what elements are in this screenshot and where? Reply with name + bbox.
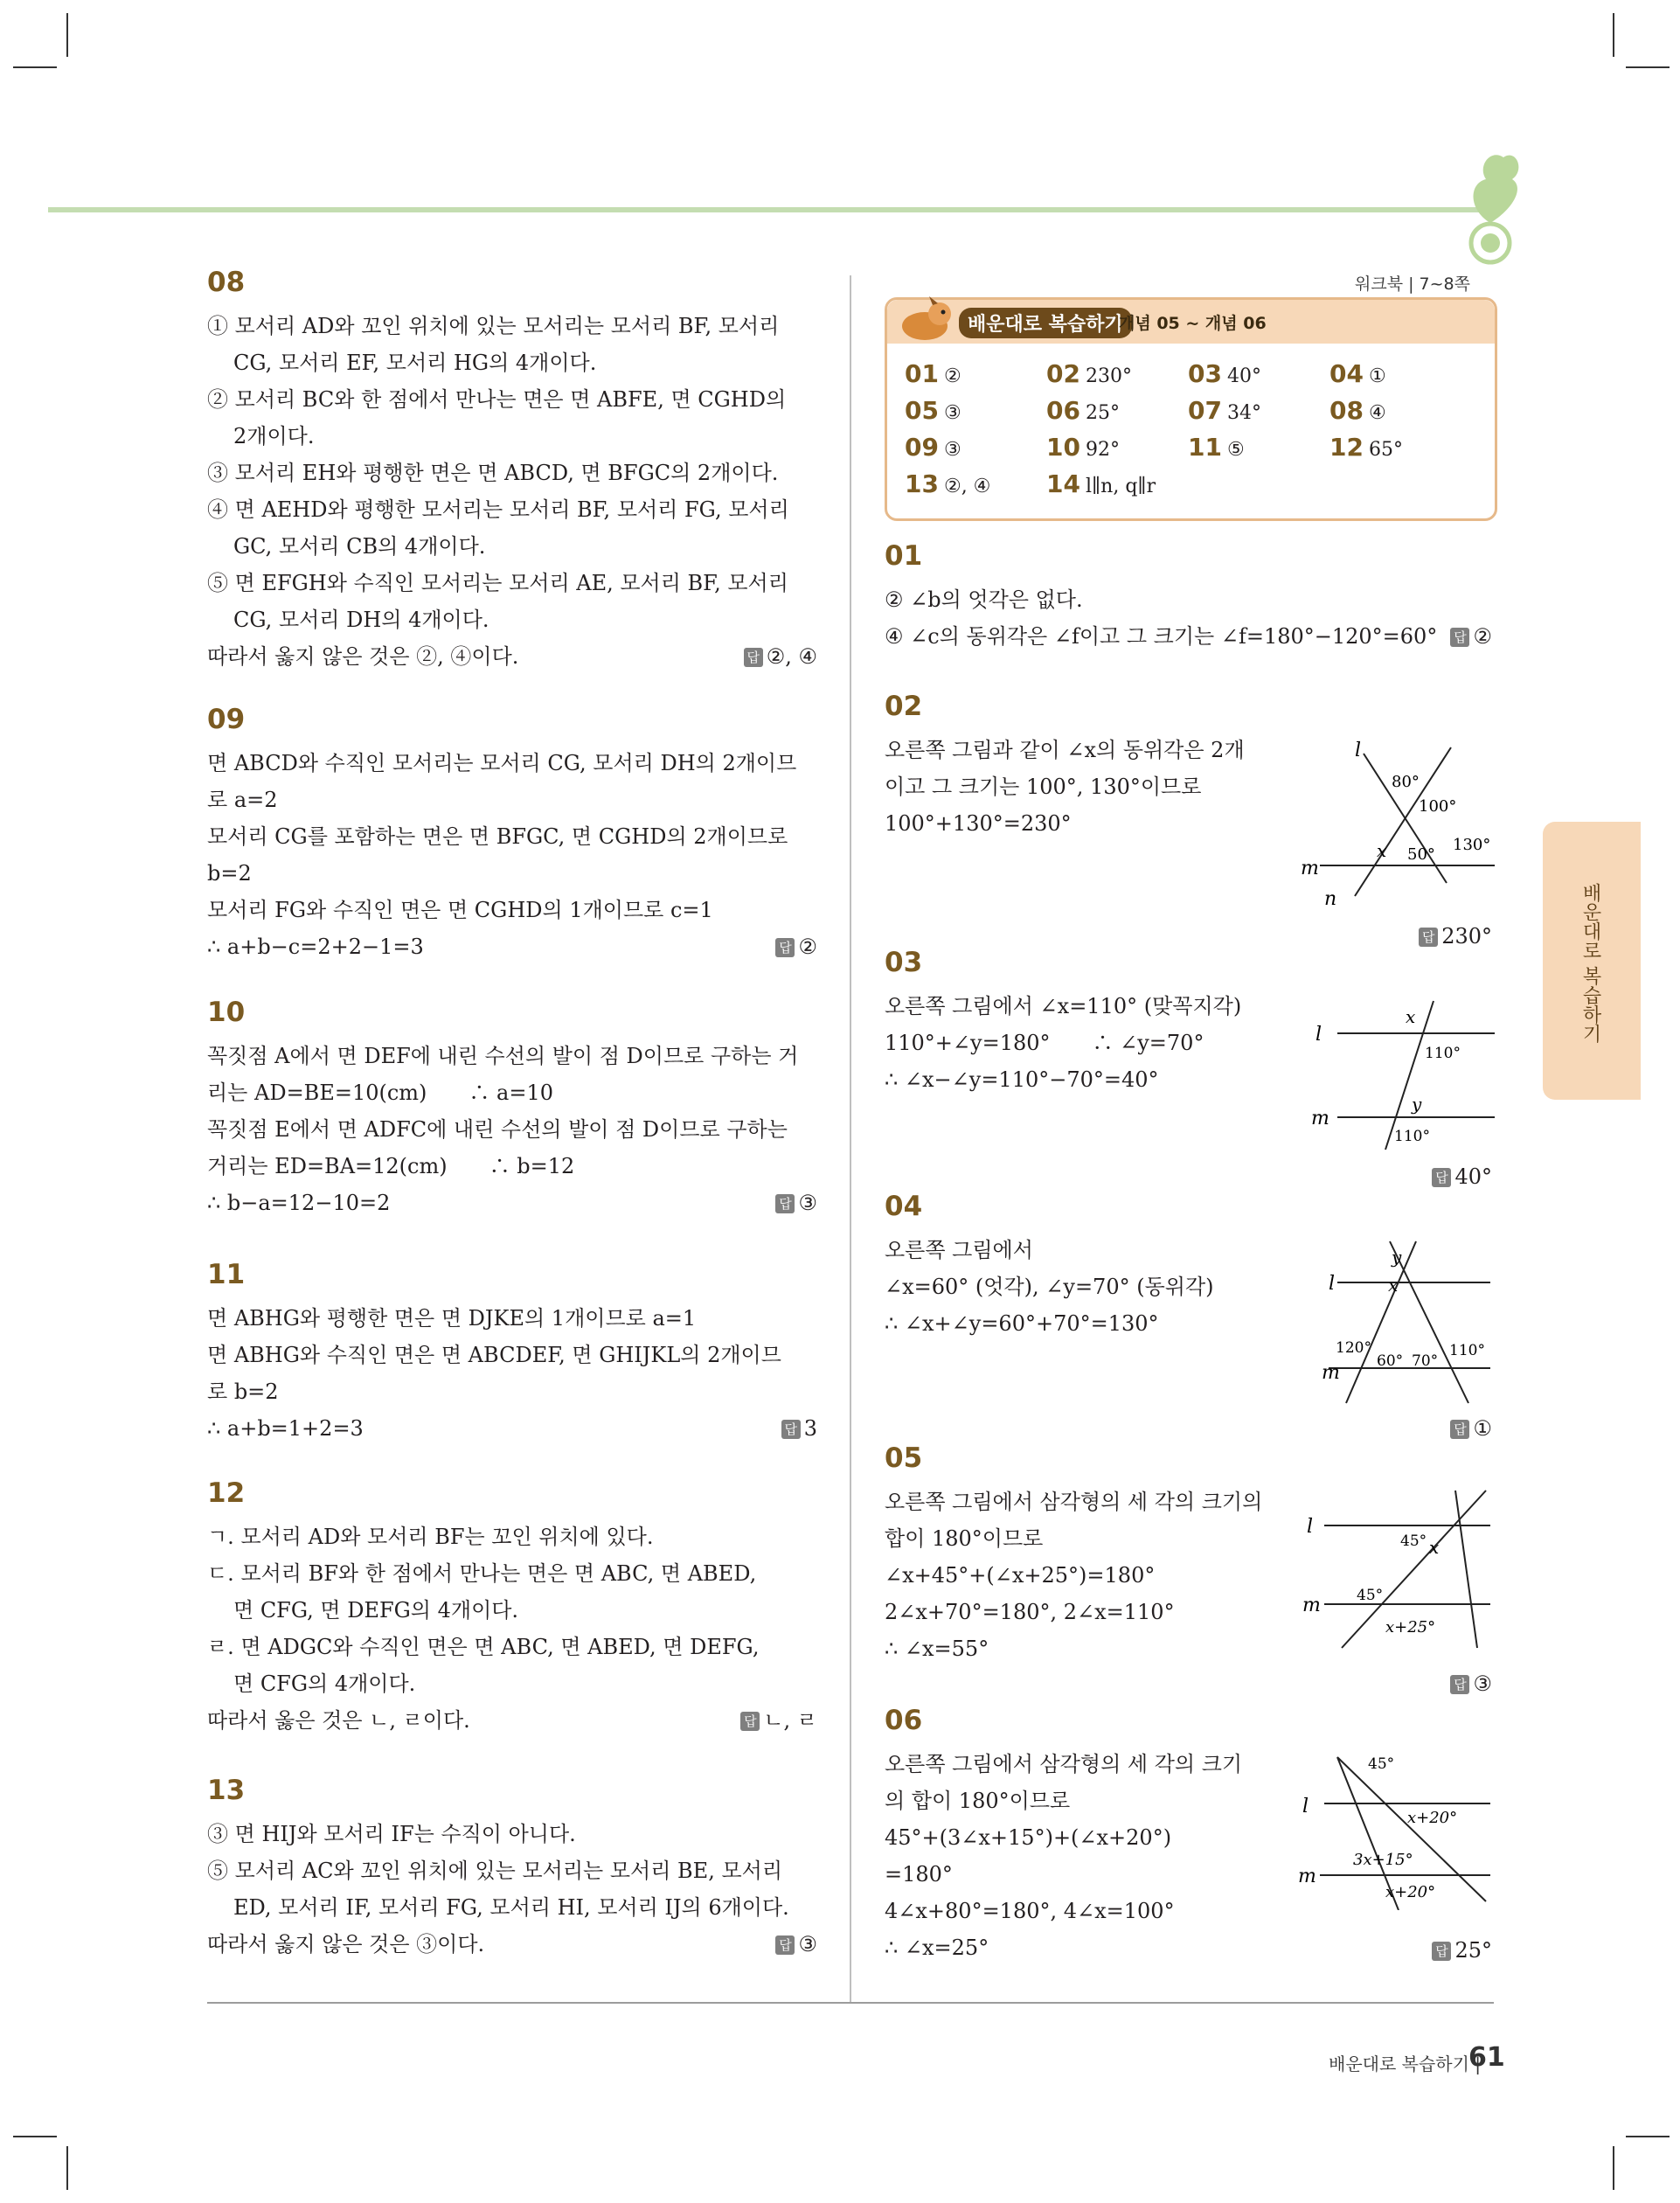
review-answer-item	[1188, 396, 1261, 425]
solution-line: ㄷ. 모서리 BF와 한 점에서 만나는 면은 면 ABC, 면 ABED,	[207, 1561, 757, 1586]
review-item-number: 06	[1046, 396, 1080, 425]
review-item-value: ②, ④	[943, 476, 991, 497]
solution-line: 4∠x+80°=180°, 4∠x=100°	[885, 1899, 1175, 1923]
question-number: 10	[207, 997, 246, 1028]
answer-icon: 답	[1450, 1675, 1469, 1694]
fig06-label-m: m	[1298, 1866, 1316, 1887]
solution-line: ㄹ. 면 ADGC와 수직인 면은 면 ABC, 면 ABED, 면 DEFG,	[207, 1635, 760, 1659]
solution-line: 모서리 CG를 포함하는 면은 면 BFGC, 면 CGHD의 2개이므로	[207, 824, 788, 849]
solution-line: ∴ a+b=1+2=3	[207, 1416, 364, 1441]
review-item-value: 25°	[1085, 402, 1120, 424]
answer-badge	[744, 643, 817, 671]
fig04-angle-4: 110°	[1449, 1342, 1485, 1359]
solution-line: ∴ ∠x−∠y=110°−70°=40°	[885, 1067, 1159, 1092]
review-answer-item	[1329, 396, 1386, 425]
fig02-label-m: m	[1301, 858, 1319, 879]
crop-mark	[66, 2146, 68, 2190]
review-header	[887, 300, 1495, 344]
solution-line: ② ∠b의 엇각은 없다.	[885, 587, 1083, 612]
fig02-angle-2: 100°	[1419, 797, 1457, 816]
solution-line: 따라서 옳은 것은 ㄴ, ㄹ이다.	[207, 1708, 470, 1733]
figure-03	[1302, 997, 1503, 1158]
review-answer-item	[1046, 359, 1132, 388]
question-number: 11	[207, 1259, 246, 1290]
review-answer-item	[1046, 396, 1120, 425]
review-item-value: ③	[943, 439, 961, 461]
fig03-angle-1: 110°	[1425, 1045, 1461, 1062]
review-item-value: 34°	[1226, 402, 1261, 424]
review-item-number: 02	[1046, 359, 1080, 388]
solution-line: 오른쪽 그림에서 삼각형의 세 각의 크기의	[885, 1490, 1263, 1514]
solution-line: 2∠x+70°=180°, 2∠x=110°	[885, 1600, 1175, 1624]
question-number: 03	[885, 947, 923, 978]
review-item-number: 14	[1046, 469, 1080, 498]
fig04-label-x: x	[1388, 1275, 1399, 1296]
solution-line: ∴ ∠x=55°	[885, 1637, 989, 1661]
solution-line: 면 ABHG와 수직인 면은 면 ABCDEF, 면 GHIJKL의 2개이므	[207, 1343, 781, 1367]
fig02-label-n: n	[1324, 888, 1337, 909]
solution-line: 오른쪽 그림과 같이 ∠x의 동위각은 2개	[885, 738, 1245, 762]
solution-line: 꼭짓점 E에서 면 ADFC에 내린 수선의 발이 점 D이므로 구하는	[207, 1117, 788, 1142]
fig06-angle-1: 45°	[1368, 1755, 1395, 1773]
answer-icon: 답	[1432, 1942, 1451, 1961]
answer-value: ③	[1473, 1671, 1492, 1696]
fig06-ext-3: x+20°	[1385, 1883, 1436, 1901]
question-number: 06	[885, 1705, 923, 1736]
solution-line: CG, 모서리 EF, 모서리 HG의 4개이다.	[233, 351, 597, 375]
review-answer-item	[1188, 433, 1245, 462]
solution-line: 면 CFG, 면 DEFG의 4개이다.	[233, 1598, 519, 1623]
column-divider	[850, 275, 851, 2002]
review-item-value: ⑤	[1226, 439, 1245, 461]
solution-line: 100°+130°=230°	[885, 811, 1072, 836]
bottom-rule	[207, 2002, 1494, 2004]
answer-icon: 답	[1450, 628, 1469, 647]
answer-icon: 답	[1419, 928, 1438, 947]
answer-badge	[1450, 622, 1492, 650]
solution-line: b=2	[207, 861, 252, 886]
solution-line: ED, 모서리 IF, 모서리 FG, 모서리 HI, 모서리 IJ의 6개이다.	[233, 1895, 789, 1920]
solution-line: ⑤ 면 EFGH와 수직인 모서리는 모서리 AE, 모서리 BF, 모서리	[207, 571, 788, 595]
review-item-value: 230°	[1085, 365, 1132, 387]
solution-line: 거리는 ED=BA=12(cm) ∴ b=12	[207, 1154, 575, 1178]
figure-05	[1302, 1482, 1503, 1657]
review-answer-item	[905, 433, 961, 462]
review-summary-box	[885, 297, 1497, 521]
solution-line: 모서리 FG와 수직인 면은 면 CGHD의 1개이므로 c=1	[207, 898, 713, 922]
solution-line: 따라서 옳지 않은 것은 ②, ④이다.	[207, 644, 519, 669]
answer-icon: 답	[781, 1420, 801, 1439]
fig02-angle-3: 130°	[1453, 836, 1491, 854]
answer-badge	[781, 1414, 817, 1442]
review-answer-item	[1329, 359, 1386, 388]
solution-line: 오른쪽 그림에서 삼각형의 세 각의 크기	[885, 1752, 1243, 1776]
crop-mark	[13, 66, 57, 68]
answer-value: ㄴ, ㄹ	[763, 1708, 817, 1733]
review-item-number: 04	[1329, 359, 1364, 388]
review-item-value: ①	[1368, 365, 1386, 387]
question-number: 02	[885, 691, 923, 722]
solution-line: 합이 180°이므로	[885, 1526, 1044, 1551]
figure-02	[1294, 734, 1503, 909]
answer-value: 25°	[1454, 1938, 1492, 1963]
question-number: 01	[885, 540, 923, 572]
crop-mark	[1613, 2146, 1614, 2190]
answer-value: 3	[803, 1416, 817, 1441]
question-number: 04	[885, 1191, 923, 1222]
fig03-label-x: x	[1406, 1006, 1416, 1027]
solution-line: =180°	[885, 1862, 953, 1887]
answer-value: ①	[1473, 1416, 1492, 1441]
answer-value: ③	[798, 1191, 817, 1215]
review-item-value: 92°	[1085, 439, 1120, 461]
review-item-value: ④	[1368, 402, 1386, 424]
answer-badge	[775, 933, 817, 961]
answer-icon: 답	[740, 1712, 760, 1731]
crop-mark	[66, 13, 68, 57]
solution-line: ④ ∠c의 동위각은 ∠f이고 그 크기는 ∠f=180°−120°=60°	[885, 624, 1438, 649]
fig04-angle-1: 120°	[1336, 1339, 1371, 1357]
answer-icon: 답	[775, 1935, 795, 1955]
fig06-label-l: l	[1302, 1796, 1309, 1817]
solution-line: 오른쪽 그림에서 ∠x=110° (맞꼭지각)	[885, 994, 1242, 1018]
solution-line: 이고 그 크기는 100°, 130°이므로	[885, 775, 1202, 799]
fig04-angle-3: 70°	[1412, 1352, 1439, 1370]
workbook-reference: 워크북 | 7~8쪽	[1355, 275, 1470, 294]
figure-04	[1302, 1237, 1503, 1412]
solution-line: ∴ ∠x+∠y=60°+70°=130°	[885, 1311, 1159, 1336]
answer-value: ②	[1473, 624, 1492, 649]
fig02-label-l: l	[1355, 740, 1362, 761]
fig04-label-m: m	[1322, 1362, 1340, 1384]
review-item-value: ②	[943, 365, 961, 387]
solution-line: ㄱ. 모서리 AD와 모서리 BF는 꼬인 위치에 있다.	[207, 1525, 654, 1549]
review-answer-item	[905, 469, 990, 498]
page-number: 61	[1468, 2042, 1505, 2073]
review-subtitle: 개념 05 ~ 개념 06	[1119, 314, 1267, 333]
solution-line: CG, 모서리 DH의 4개이다.	[233, 608, 489, 632]
answer-icon: 답	[1432, 1168, 1451, 1187]
question-number: 08	[207, 267, 246, 298]
solution-line: ⑤ 모서리 AC와 꼬인 위치에 있는 모서리는 모서리 BE, 모서리	[207, 1859, 783, 1883]
review-item-number: 07	[1188, 396, 1222, 425]
review-item-number: 12	[1329, 433, 1364, 462]
answer-icon: 답	[744, 648, 763, 667]
fig03-label-l: l	[1316, 1024, 1322, 1046]
review-item-value: 40°	[1226, 365, 1261, 387]
review-item-value: l∥n, q∥r	[1085, 476, 1156, 497]
solution-line: 2개이다.	[233, 424, 315, 448]
answer-badge	[775, 1930, 817, 1958]
solution-line: 로 b=2	[207, 1379, 279, 1404]
answer-badge	[775, 1189, 817, 1217]
answer-value: ③	[798, 1932, 817, 1956]
solution-line: ① 모서리 AD와 꼬인 위치에 있는 모서리는 모서리 BF, 모서리	[207, 314, 780, 338]
solution-line: 꼭짓점 A에서 면 DEF에 내린 수선의 발이 점 D이므로 구하는 거	[207, 1044, 799, 1068]
solution-line: ∠x=60° (엇각), ∠y=70° (동위각)	[885, 1275, 1214, 1299]
answer-badge	[1432, 1163, 1492, 1191]
fig02-angle-4: 50°	[1407, 845, 1435, 864]
fig03-label-y: y	[1412, 1094, 1422, 1115]
review-item-number: 05	[905, 396, 939, 425]
solution-line: 면 CFG의 4개이다.	[233, 1671, 416, 1696]
answer-badge	[1419, 922, 1492, 950]
review-title: 배운대로 복습하기	[959, 308, 1132, 338]
answer-badge	[1450, 1670, 1492, 1698]
review-item-number: 09	[905, 433, 939, 462]
fig05-angle-1: 45°	[1400, 1532, 1427, 1550]
answer-badge	[740, 1706, 817, 1734]
solution-line: GC, 모서리 CB의 4개이다.	[233, 534, 486, 559]
solution-line: 오른쪽 그림에서	[885, 1238, 1033, 1262]
fig04-label-l: l	[1329, 1273, 1336, 1295]
review-answer-item	[905, 359, 961, 388]
solution-line: 45°+(3∠x+15°)+(∠x+20°)	[885, 1825, 1172, 1850]
answer-icon: 답	[1450, 1420, 1469, 1439]
review-answer-item	[1188, 359, 1261, 388]
question-number: 09	[207, 704, 246, 735]
fig05-ext-angle: x+25°	[1385, 1618, 1436, 1637]
fig04-angle-2: 60°	[1377, 1352, 1404, 1370]
solution-line: ③ 모서리 EH와 평행한 면은 면 ABCD, 면 BFGC의 2개이다.	[207, 461, 779, 485]
fig05-label-l: l	[1307, 1516, 1314, 1538]
answer-value: 230°	[1441, 924, 1492, 949]
review-item-number: 10	[1046, 433, 1080, 462]
review-answer-item	[1046, 469, 1156, 498]
crop-mark	[1626, 66, 1670, 68]
solution-line: ∴ b−a=12−10=2	[207, 1191, 391, 1215]
crop-mark	[13, 2136, 57, 2137]
answer-value: ②	[798, 935, 817, 959]
answer-value: 40°	[1454, 1164, 1492, 1189]
solution-line: ∴ a+b−c=2+2−1=3	[207, 935, 424, 959]
solution-line: ④ 면 AEHD와 평행한 모서리는 모서리 BF, 모서리 FG, 모서리	[207, 497, 789, 522]
review-item-number: 01	[905, 359, 939, 388]
solution-line: 면 ABHG와 평행한 면은 면 DJKE의 1개이므로 a=1	[207, 1306, 697, 1331]
answer-badge	[1432, 1936, 1492, 1964]
review-answer-item	[1046, 433, 1120, 462]
leaf-ornament-icon	[1451, 140, 1530, 271]
crop-mark	[1613, 13, 1614, 57]
fig04-label-y: y	[1392, 1247, 1402, 1268]
answer-icon: 답	[775, 1194, 795, 1213]
solution-line: ③ 면 HIJ와 모서리 IF는 수직이 아니다.	[207, 1822, 576, 1846]
solution-line: 로 a=2	[207, 788, 278, 812]
review-item-value: 65°	[1368, 439, 1403, 461]
solution-line: ② 모서리 BC와 한 점에서 만나는 면은 면 ABFE, 면 CGHD의	[207, 387, 787, 412]
fig03-angle-2: 110°	[1394, 1128, 1430, 1145]
figure-06	[1294, 1744, 1503, 1910]
review-answer-item	[905, 396, 961, 425]
solution-line: 110°+∠y=180° ∴ ∠y=70°	[885, 1031, 1204, 1055]
review-item-value: ③	[943, 402, 961, 424]
fig06-ext-2: 3x+15°	[1353, 1851, 1413, 1869]
header-rule	[48, 207, 1495, 212]
dog-mascot-icon	[894, 295, 955, 345]
solution-line: 면 ABCD와 수직인 모서리는 모서리 CG, 모서리 DH의 2개이므	[207, 751, 797, 775]
solution-line: ∴ ∠x=25°	[885, 1935, 989, 1960]
answer-icon: 답	[775, 938, 795, 957]
fig05-label-m: m	[1302, 1595, 1321, 1616]
review-answer-item	[1329, 433, 1403, 462]
solution-line: 의 합이 180°이므로	[885, 1789, 1071, 1813]
fig02-label-x: x	[1377, 840, 1387, 861]
solution-line: 리는 AD=BE=10(cm) ∴ a=10	[207, 1081, 553, 1105]
answer-value: ②, ④	[766, 644, 817, 669]
answer-badge	[1450, 1414, 1492, 1442]
fig03-label-m: m	[1311, 1108, 1329, 1129]
fig02-angle-1: 80°	[1392, 773, 1420, 791]
question-number: 05	[885, 1442, 923, 1474]
review-item-number: 03	[1188, 359, 1222, 388]
question-number: 13	[207, 1775, 246, 1806]
review-item-number: 08	[1329, 396, 1364, 425]
crop-mark	[1626, 2136, 1670, 2137]
fig05-label-x: x	[1429, 1537, 1440, 1558]
question-number: 12	[207, 1477, 246, 1509]
review-item-number: 13	[905, 469, 939, 498]
solution-line: ∠x+45°+(∠x+25°)=180°	[885, 1563, 1156, 1588]
solution-line: 따라서 옳지 않은 것은 ③이다.	[207, 1932, 485, 1956]
footer-label: 배운대로 복습하기 |	[1329, 2054, 1482, 2074]
review-item-number: 11	[1188, 433, 1222, 462]
fig05-angle-2: 45°	[1357, 1587, 1384, 1604]
fig06-ext-1: x+20°	[1407, 1809, 1458, 1827]
section-side-tab-label: 배운대로 복습하기	[1579, 883, 1601, 1043]
